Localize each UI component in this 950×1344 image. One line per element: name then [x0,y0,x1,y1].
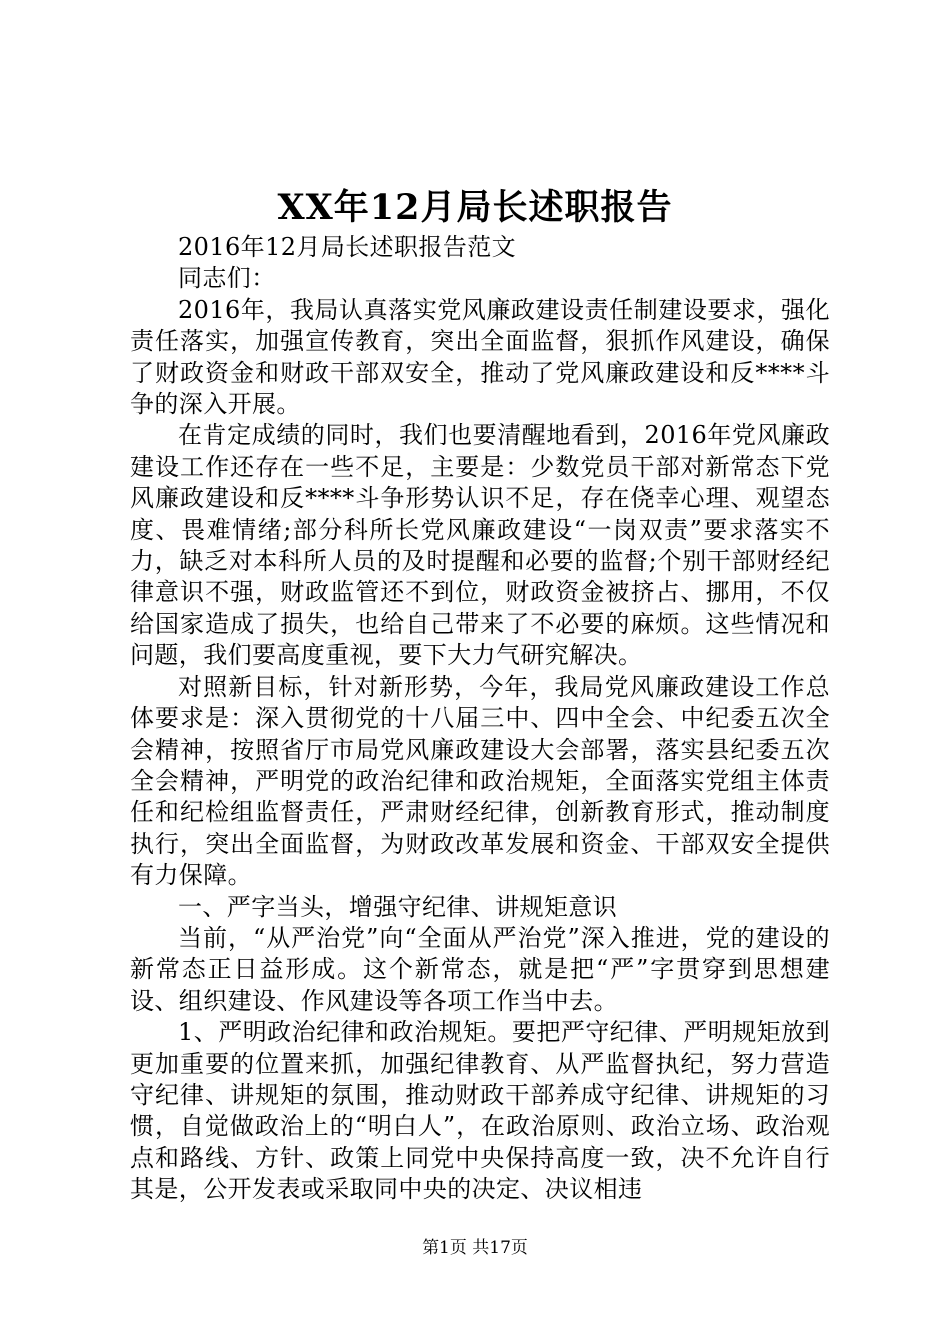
paragraph: 同志们： [178,264,276,293]
paragraph: 2016年12月局长述职报告范文 [178,233,517,261]
paragraph: 在肯定成绩的同时，我们也要清醒地看到，2016年党风廉政建设工作还存在一些不足，主要是：少数党员干部对新常态下党风廉政建设和反****斗争形势认识不足，存在侥幸心理、观望态度、畏难情绪;部分科所长党风廉政建设“一岗双责”要求落实不力，缺乏对本科所人员的及时提醒和必要的监督;个别干部财经纪律意识不强，财政监管还不到位，财政资金被挤占、挪用，不仅给国家造成了损失，也给自己带来了不必要的麻烦。这些情况和问题，我们要高度重视，要下大力气研究解决。 [130,421,830,670]
paragraph: 对照新目标，针对新形势，今年，我局党风廉政建设工作总体要求是：深入贯彻党的十八届三中、四中全会、中纪委五次全会精神，按照省厅市局党风廉政建设大会部署，落实县纪委五次全会精神，严明党的政治纪律和政治规矩，全面落实党组主体责任和纪检组监督责任，严肃财经纪律，创新教育形式，推动制度执行，突出全面监督，为财政改革发展和资金、干部双安全提供有力保障。 [130,672,830,890]
paragraph: 1、严明政治纪律和政治规矩。要把严守纪律、严明规矩放到更加重要的位置来抓，加强纪律教育、从严监督执纪，努力营造守纪律、讲规矩的氛围，推动财政干部养成守纪律、讲规矩的习惯，自觉做政治上的“明白人”，在政治原则、政治立场、政治观点和路线、方针、政策上同党中央保持高度一致，决不允许自行其是，公开发表或采取同中央的决定、决议相违 [130,1018,830,1204]
section-heading: 一、严字当头，增强守纪律、讲规矩意识 [178,892,618,921]
document-title: XX年12月局长述职报告 [277,187,673,228]
paragraph: 2016年，我局认真落实党风廉政建设责任制建设要求，强化责任落实，加强宣传教育，突出全面监督，狠抓作风建设，确保了财政资金和财政干部双安全，推动了党风廉政建设和反****斗争的深入开展。 [130,295,830,419]
paragraph: 当前，“从严治党”向“全面从严治党”深入推进，党的建设的新常态正日益形成。这个新常态，就是把“严”字贯穿到思想建设、组织建设、作风建设等各项工作当中去。 [130,923,830,1015]
page-number-footer: 第1页 共17页 [422,1238,528,1258]
document-body [130,232,830,1206]
